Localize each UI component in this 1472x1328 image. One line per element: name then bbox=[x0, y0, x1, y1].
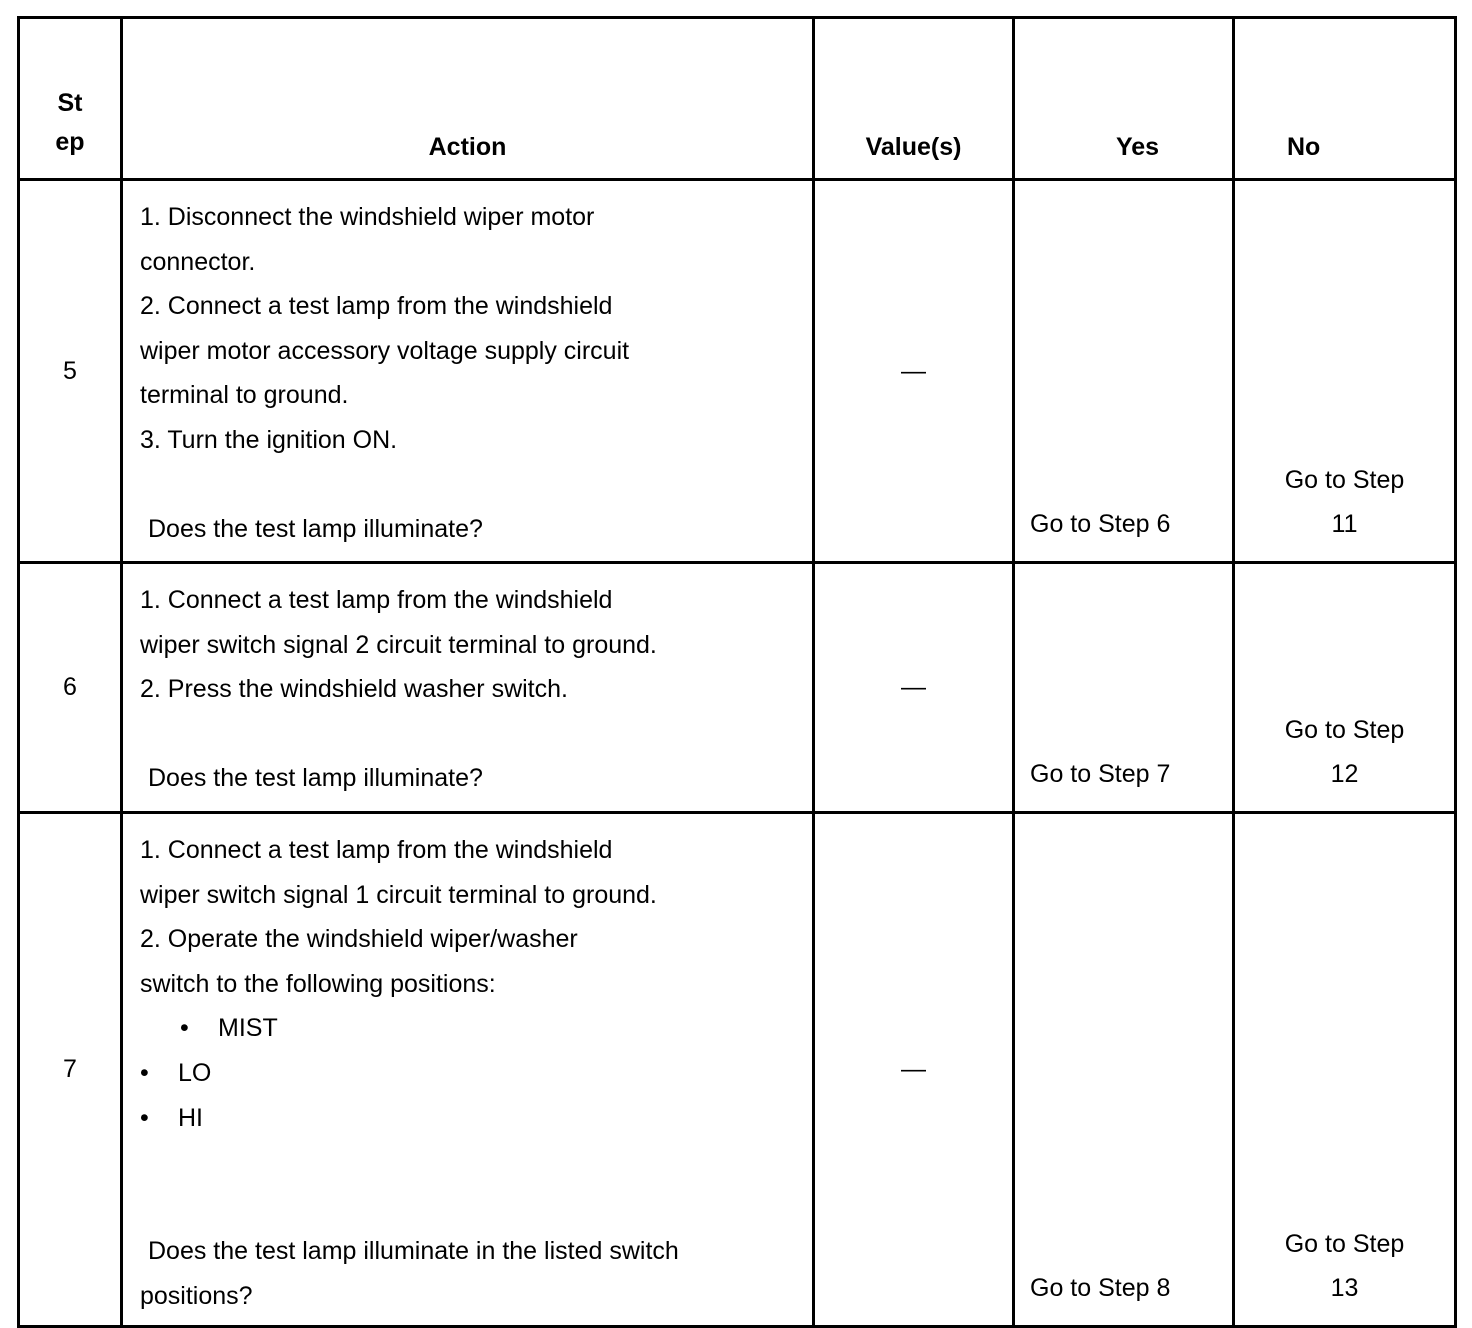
no-cell: Go to Step 13 bbox=[1234, 813, 1456, 1327]
action-line: 1. Connect a test lamp from the windshield bbox=[140, 836, 613, 864]
action-line: terminal to ground. bbox=[140, 381, 349, 410]
action-line: switch to the following positions: bbox=[140, 969, 496, 998]
yes-cell: Go to Step 6 bbox=[1014, 180, 1234, 563]
action-cell bbox=[122, 180, 814, 563]
action-line: 3. Turn the ignition ON. bbox=[140, 425, 398, 454]
yes-cell: Go to Step 7 bbox=[1014, 563, 1234, 813]
action-line: 1. Disconnect the windshield wiper motor bbox=[140, 203, 595, 231]
value-cell: — bbox=[814, 813, 1014, 1327]
question-text: Does the test lamp illuminate in the listed switch bbox=[148, 1237, 679, 1266]
question-text: positions? bbox=[140, 1281, 253, 1310]
values-header: Value(s) bbox=[814, 18, 1014, 180]
step-number: 5 bbox=[19, 180, 122, 563]
step-header: St ep bbox=[19, 18, 122, 180]
question-text: Does the test lamp illuminate? bbox=[148, 764, 483, 793]
value-cell: — bbox=[814, 180, 1014, 563]
action-line: wiper switch signal 1 circuit terminal to ground. bbox=[140, 880, 657, 909]
question-text: Does the test lamp illuminate? bbox=[148, 515, 483, 544]
step-number: 7 bbox=[19, 813, 122, 1327]
action-line: 2. Operate the windshield wiper/washer bbox=[140, 925, 578, 954]
value-cell: — bbox=[814, 563, 1014, 813]
yes-header: Yes bbox=[1014, 18, 1234, 180]
header-row bbox=[19, 18, 1456, 180]
table-row bbox=[19, 180, 1456, 563]
action-cell bbox=[122, 563, 814, 813]
diagnostic-table bbox=[17, 16, 1457, 1328]
action-header: Action bbox=[122, 18, 814, 180]
no-cell: Go to Step 11 bbox=[1234, 180, 1456, 563]
action-line: 2. Connect a test lamp from the windshield bbox=[140, 292, 613, 321]
action-line: wiper switch signal 2 circuit terminal to ground. bbox=[140, 630, 657, 659]
no-header: No bbox=[1234, 18, 1456, 180]
no-cell: Go to Step 12 bbox=[1234, 563, 1456, 813]
bullet-icon: • bbox=[140, 1058, 149, 1087]
table-row bbox=[19, 813, 1456, 1327]
action-line: wiper motor accessory voltage supply circuit bbox=[140, 336, 630, 365]
bullet-icon: • bbox=[140, 1103, 149, 1132]
action-line: connector. bbox=[140, 247, 256, 276]
bullet-item: • MIST bbox=[140, 1006, 812, 1051]
action-cell bbox=[122, 813, 814, 1327]
action-line: 2. Press the windshield washer switch. bbox=[140, 675, 568, 704]
action-line: 1. Connect a test lamp from the windshield bbox=[140, 586, 613, 614]
step-number: 6 bbox=[19, 563, 122, 813]
bullet-item: • LO bbox=[140, 1051, 812, 1096]
bullet-icon: • bbox=[180, 1014, 189, 1043]
yes-cell: Go to Step 8 bbox=[1014, 813, 1234, 1327]
table-row bbox=[19, 563, 1456, 813]
bullet-item: • HI bbox=[140, 1096, 812, 1141]
